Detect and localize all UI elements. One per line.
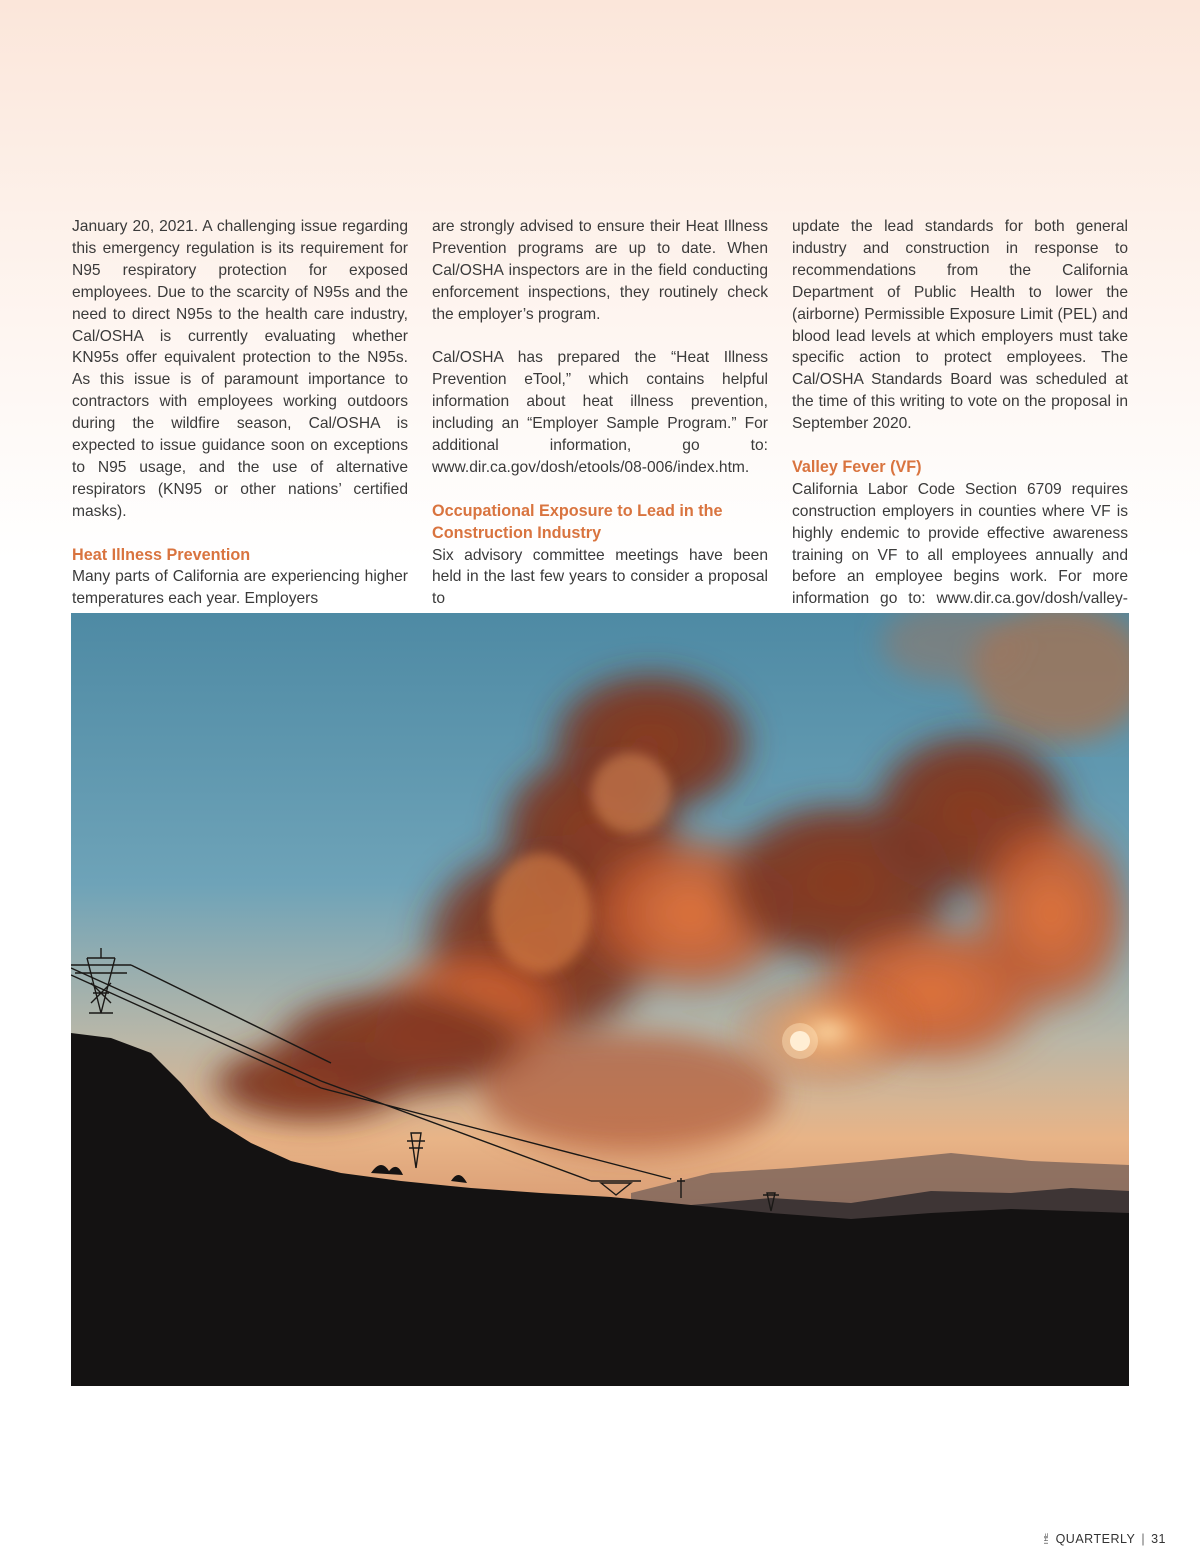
heading-valley-fever: Valley Fever (VF) (792, 457, 922, 476)
text-column-1 (72, 216, 408, 610)
heading-lead-exposure: Occupational Exposure to Lead in the Construction Industry (432, 501, 723, 542)
text-column-2 (432, 216, 768, 610)
footer-magazine-name: QUARTERLY (1055, 1532, 1136, 1546)
text-column-3 (792, 216, 1128, 632)
page-number: 31 (1151, 1532, 1166, 1546)
col2-paragraph-3: Six advisory committee meetings have been held in the last few years to consider a proposal to (432, 546, 768, 608)
col1-paragraph-1: January 20, 2021. A challenging issue regarding this emergency regulation is its requirement for N95 respiratory protection for exposed employees. Due to the scarcity of N95s and the need to direct N95s to the health care industry, Cal/OSHA is currently evaluating whether KN95s offer equivalent protection to the N95s. As this issue is of paramount importance to contractors with employees working outdoors during the wildfire season, Cal/OSHA is expected to issue guidance soon on exceptions to N95 usage, and the use of alternative respirators (KN95 or other nations’ certified masks). (72, 218, 408, 520)
col3-paragraph-2: California Labor Code Section 6709 requires construction employers in counties where VF is highly endemic to provide effective awareness training on VF to all employees annually and before an employee begins work. For more information go to: www.dir.ca.gov/dosh/valley- (792, 480, 1128, 608)
col2-paragraph-2: Cal/OSHA has prepared the “Heat Illness Prevention eTool,” which contains helpful information about heat illness prevention, including an “Employer Sample Program.” For additional information, go to: www.dir.ca.gov/dosh/etools/08-006/index.htm. (432, 349, 768, 476)
footer-the: THE (1043, 1533, 1050, 1545)
page-footer (1044, 1532, 1166, 1546)
heading-heat-illness: Heat Illness Prevention (72, 545, 251, 564)
col3-paragraph-1: update the lead standards for both general industry and construction in response to recommendations from the California Department of Public Health to lower the (airborne) Permissible Exposure Limit (PEL) and blood lead levels at which employers must take specific action to protect employees. The Cal/OSHA Standards Board was scheduled at the time of this writing to vote on the proposal in September 2020. (792, 218, 1128, 433)
col2-paragraph-1: are strongly advised to ensure their Heat Illness Prevention programs are up to date. When Cal/OSHA inspectors are in the field conducting enforcement inspections, they routinely check the employer’s program. (432, 218, 768, 323)
footer-separator: | (1141, 1532, 1146, 1546)
wildfire-smoke-photo (71, 613, 1129, 1386)
col1-paragraph-2: Many parts of California are experiencing higher temperatures each year. Employers (72, 568, 408, 608)
